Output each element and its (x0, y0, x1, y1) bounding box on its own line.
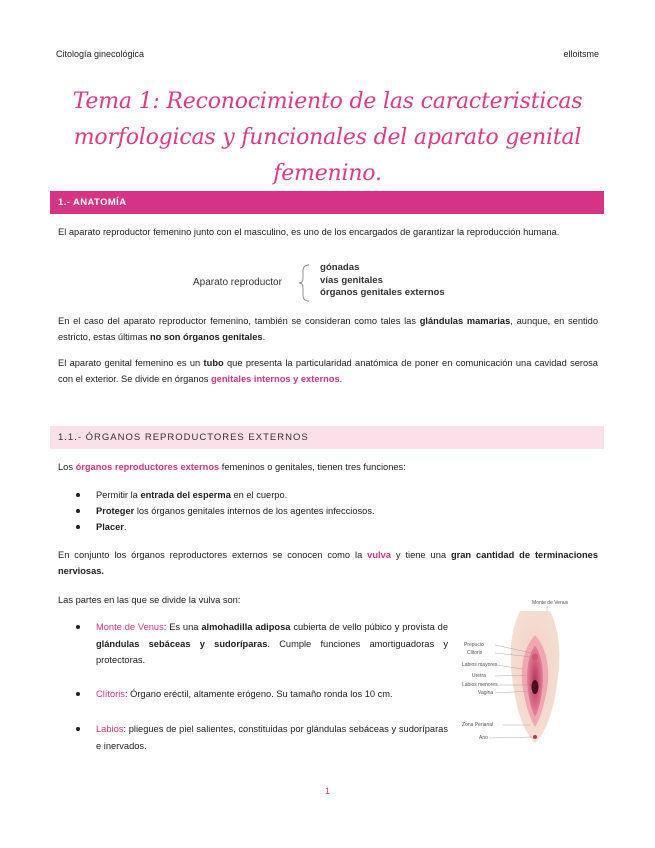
figure-caption: Prepucio (464, 642, 484, 648)
figure-caption: Clitoris (467, 650, 483, 656)
header-subject: Citología ginecológica (56, 49, 145, 59)
list-item: Placer. (58, 519, 375, 535)
vulva-illustration (462, 597, 602, 747)
anatomy-paragraph-2: En el caso del aparato reproductor femenino, también se consideran como tales las glándulas mamarias, aunque, en sentido estricto, estas últimas no son órganos genitales. (58, 316, 598, 342)
header-author: elloitsme (563, 49, 599, 59)
list-item-clitoris: Clítoris: Órgano eréctil, altamente erógeno. Su tamaño ronda los 10 cm. (58, 686, 448, 703)
diagram-label: Aparato reproductor (193, 277, 282, 288)
figure-caption: Uretra (472, 673, 486, 679)
vulva-parts-intro: Las partes en las que se divide la vulva son: (58, 595, 241, 605)
diagram-item: órganos genitales externos (320, 287, 445, 298)
section-heading-anatomia: 1.- ANATOMÍA (50, 191, 604, 214)
diagram-item: gónadas (320, 262, 360, 273)
vulva-paragraph: En conjunto los órganos reproductores externos se conocen como la vulva y tiene una gran cantidad de terminaciones nerviosas. (58, 550, 598, 576)
list-item: Permitir la entrada del esperma en el cuerpo. (58, 487, 375, 503)
list-item: Proteger los órganos genitales internos de los agentes infecciosos. (58, 503, 375, 519)
figure-caption: Labios mayores (462, 662, 498, 668)
reproductive-diagram (193, 262, 493, 302)
figure-caption: Monte de Venus (532, 600, 569, 606)
page-title (40, 84, 615, 192)
figure-caption: Zona Perianal (462, 722, 494, 728)
anatomy-paragraph-3: El aparato genital femenino es un tubo que presenta la particularidad anatómica de poner en comunicación una cavidad serosa con el exterior. Se divide en órganos genitales internos y externos. (58, 358, 598, 384)
section-heading-organos-externos: 1.1.- ÓRGANOS REPRODUCTORES EXTERNOS (50, 426, 604, 449)
title-line-1: Tema 1: Reconocimiento de las caracteristicas (72, 89, 583, 114)
list-item-monte-de-venus: Monte de Venus: Es una almohadilla adiposa cubierta de vello púbico y provista de glándulas sebáceas y sudoríparas. Cumple funciones amortiguadoras y protectoras. (58, 619, 448, 669)
brace-icon (297, 264, 313, 302)
figure-caption: Labios menores (462, 682, 498, 688)
anatomy-intro: El aparato reproductor femenino junto con el masculino, es uno de los encargados de garantizar la reproducción humana. (58, 227, 560, 237)
external-organs-intro: Los órganos reproductores externos femeninos o genitales, tienen tres funciones: (58, 462, 406, 472)
figure-caption: Ano (479, 735, 488, 741)
list-item-labios: Labios: pliegues de piel salientes, constituidas por glándulas sebáceas y sudoríparas e inervados. (58, 721, 448, 754)
page-number: 1 (324, 786, 330, 796)
functions-list (58, 487, 375, 535)
diagram-item: vías genitales (320, 274, 383, 286)
title-line-2: morfologicas y funcionales del aparato genital femenino. (73, 125, 582, 186)
figure-caption: Vagina (478, 690, 494, 696)
